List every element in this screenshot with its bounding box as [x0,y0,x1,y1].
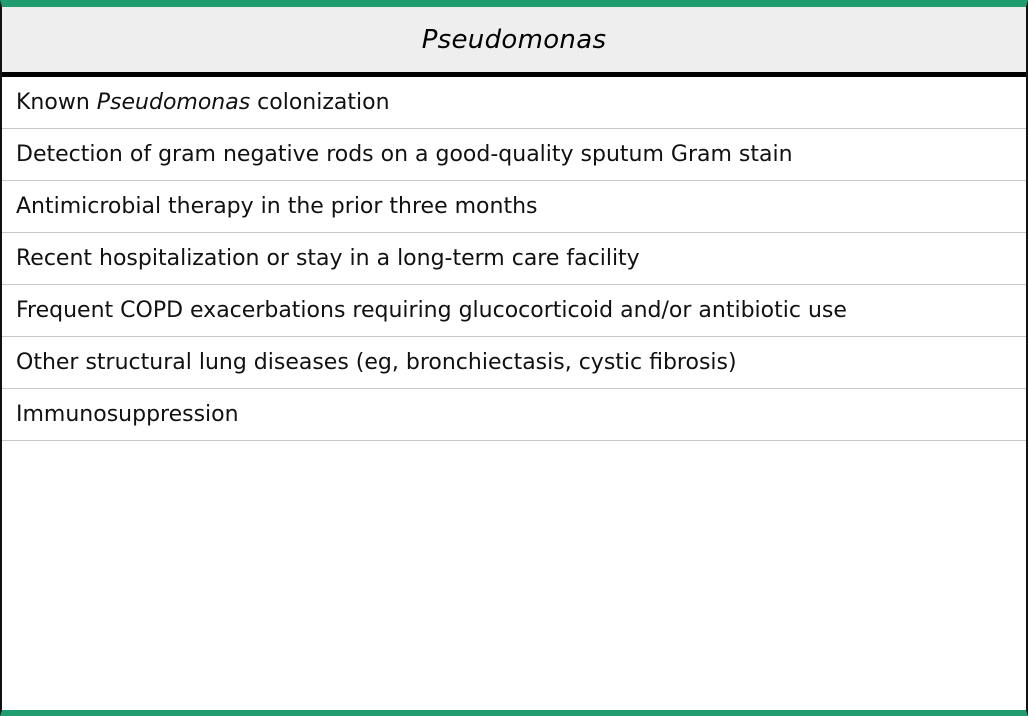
row-text: Other structural lung diseases (eg, bronchiectasis, cystic fibrosis) [16,350,737,375]
risk-factor-list [2,77,1026,441]
table-row [2,233,1026,285]
table-row [2,337,1026,389]
row-text-prefix: Known [16,90,97,115]
table-header [2,7,1026,77]
table-row [2,77,1026,129]
table-row [2,389,1026,441]
table-row [2,285,1026,337]
row-text-suffix: colonization [250,90,390,115]
table-row [2,129,1026,181]
row-text: Immunosuppression [16,402,239,427]
row-text: Antimicrobial therapy in the prior three months [16,194,538,219]
row-text-italic: Pseudomonas [96,90,251,115]
row-text: Frequent COPD exacerbations requiring glucocorticoid and/or antibiotic use [16,298,847,323]
row-text: Detection of gram negative rods on a good-quality sputum Gram stain [16,142,793,167]
table-title: Pseudomonas [421,24,607,55]
table-row [2,181,1026,233]
row-text: Recent hospitalization or stay in a long-term care facility [16,246,640,271]
